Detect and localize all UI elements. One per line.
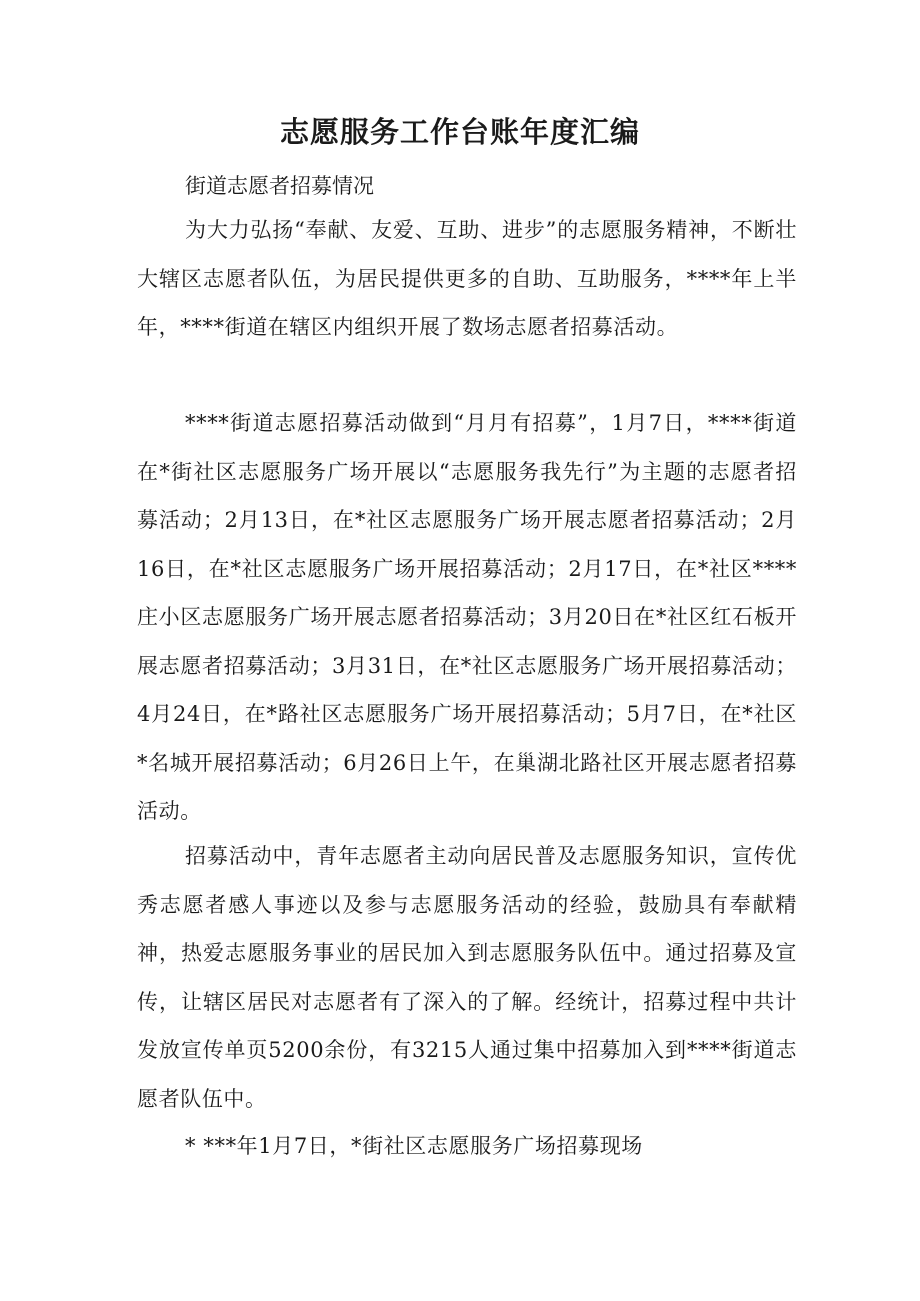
photo-caption: * ***年1月7日，*街社区志愿服务广场招募现场 bbox=[185, 1134, 643, 1158]
paragraph-summary: 招募活动中，青年志愿者主动向居民普及志愿服务知识，宣传优秀志愿者感人事迹以及参与志愿服务活动的经验，鼓励具有奉献精神，热爱志愿服务事业的居民加入到志愿服务队伍中。通过招募及宣传，让辖区居民对志愿者有了深入的了解。经统计，招募过程中共计发放宣传单页5200余份，有3215人通过集中招募加入到****街道志愿者队伍中。 bbox=[137, 844, 797, 1111]
document-title: 志愿服务工作台账年度汇编 bbox=[279, 115, 640, 149]
paragraph-intro: 为大力弘扬“奉献、友爱、互助、进步”的志愿服务精神，不断壮大辖区志愿者队伍，为居民提供更多的自助、互助服务，****年上半年，****街道在辖区内组织开展了数场志愿者招募活动。 bbox=[137, 218, 797, 339]
paragraph-schedule: ****街道志愿招募活动做到“月月有招募”，1月7日，****街道在*街社区志愿服务广场开展以“志愿服务我先行”为主题的志愿者招募活动；2月13日，在*社区志愿服务广场开展志愿者招募活动；2月16日，在*社区志愿服务广场开展招募活动；2月17日，在*社区****庄小区志愿服务广场开展志愿者招募活动；3月20日在*社区红石板开展志愿者招募活动；3月31日，在*社区志愿服务广场开展招募活动；4月24日，在*路社区志愿服务广场开展招募活动；5月7日，在*社区*名城开展招募活动；6月26日上午，在巢湖北路社区开展志愿者招募活动。 bbox=[137, 411, 797, 823]
section-label: 街道志愿者招募情况 bbox=[185, 174, 374, 198]
